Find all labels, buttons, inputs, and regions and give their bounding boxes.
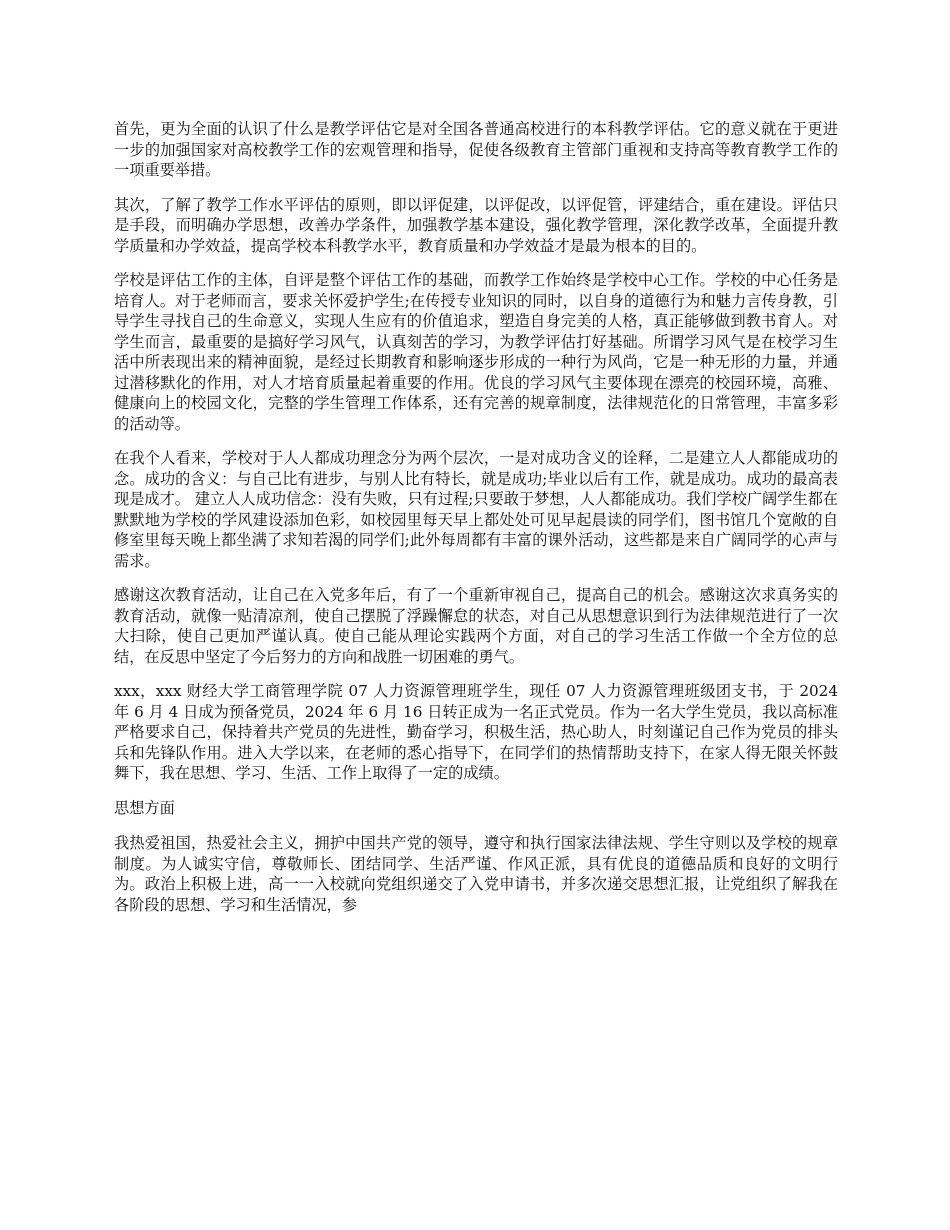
paragraph-gratitude: 感谢这次教育活动，让自己在入党多年后，有了一个重新审视自己，提高自己的机会。感谢这次求真务实的教育活动，就像一贴清凉剂，使自己摆脱了浮躁懈怠的状态，对自己从思想意识到行为法律规范进行了一次大扫除，使自己更加严谨认真。使自己能从理论实践两个方面，对自己的学习生活工作做一个全方位的总结，在反思中坚定了今后努力的方向和战胜一切困难的勇气。: [114, 586, 838, 666]
paragraph-ideology: 我热爱祖国，热爱社会主义，拥护中国共产党的领导，遵守和执行国家法律法规、学生守则以及学校的规章制度。为人诚实守信，尊敬师长、团结同学、生活严谨、作风正派，具有优良的道德品质和良好的文明行为。政治上积极上进，高一一入校就向党组织递交了入党申请书，并多次递交思想汇报，让党组织了解我在各阶段的思想、学习和生活情况，参: [114, 834, 838, 914]
paragraph-evaluation-definition: 首先，更为全面的认识了什么是教学评估它是对全国各普通高校进行的本科教学评估。它的意义就在于更进一步的加强国家对高校教学工作的宏观管理和指导，促使各级教育主管部门重视和支持高等教育教学工作的一项重要举措。: [114, 120, 838, 179]
paragraph-self-introduction: xxx，xxx 财经大学工商管理学院 07 人力资源管理班学生，现任 07 人力资源管理班级团支书，于 2024 年 6 月 4 日成为预备党员，2024 年 6 月 16 日转正成为一名正式党员。作为一名大学生党员，我以高标准严格要求自己，保持着共产党员的先进性，勤奋学习，积极生活，热心助人，时刻谨记自己作为党员的排头兵和先锋队作用。进入大学以来，在老师的悉心指导下，在同学们的热情帮助支持下，在家人得无限关怀鼓舞下，我在思想、学习、生活、工作上取得了一定的成绩。: [114, 682, 838, 782]
paragraph-evaluation-principles: 其次，了解了教学工作水平评估的原则，即以评促建，以评促改，以评促管，评建结合，重在建设。评估只是手段，而明确办学思想，改善办学条件，加强教学基本建设，强化教学管理，深化教学改革，全面提升教学质量和办学效益，提高学校本科教学水平，教育质量和办学效益才是最为根本的目的。: [114, 195, 838, 255]
section-heading-ideology: 思想方面: [114, 798, 175, 817]
paragraph-success-concept: 在我个人看来，学校对于人人都成功理念分为两个层次，一是对成功含义的诠释，二是建立人人都能成功的念。成功的含义：与自己比有进步，与别人比有特长，就是成功;毕业以后有工作，就是成功。成功的最高表现是成才。 建立人人成功信念：没有失败，只有过程;只要敢于梦想，人人都能成功。我们学校广阔学生都在默默地为学校的学风建设添加色彩，如校园里每天早上都处处可见早起晨读的同学们，图书馆几个宽敞的自修室里每天晚上都坐满了求知若渴的同学们;此外每周都有丰富的课外活动，这些都是来自广阔同学的心声与需求。: [114, 449, 838, 570]
document-page: [114, 119, 838, 929]
paragraph-school-mission: 学校是评估工作的主体，自评是整个评估工作的基础，而教学工作始终是学校中心工作。学校的中心任务是培育人。对于老师而言，要求关怀爱护学生;在传授专业知识的同时，以自身的道德行为和魅力言传身教，引导学生寻找自己的生命意义，实现人生应有的价值追求，塑造自身完美的人格，真正能够做到教书育人。对学生而言，最重要的是搞好学习风气，认真刻苦的学习，为教学评估打好基础。所谓学习风气是在校学习生活中所表现出来的精神面貌，是经过长期教育和影响逐步形成的一种行为风尚，它是一种无形的力量，并通过潜移默化的作用，对人才培育质量起着重要的作用。优良的学习风气主要体现在漂亮的校园环境，高雅、健康向上的校园文化，完整的学生管理工作体系，还有完善的规章制度，法律规范化的日常管理，丰富多彩的活动等。: [114, 271, 838, 433]
